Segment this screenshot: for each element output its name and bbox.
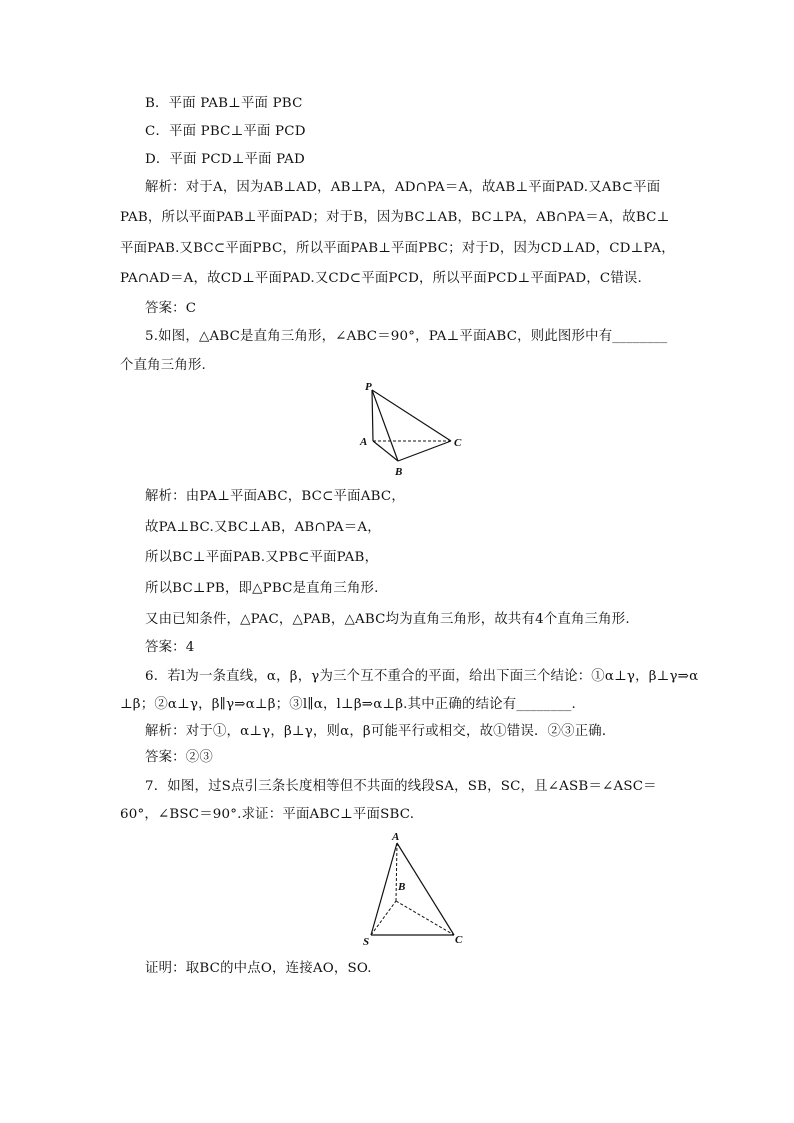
analysis-line-2: PAB，所以平面PAB⊥平面PAD；对于B，因为BC⊥AB，BC⊥PA，AB∩PA＝A，故BC⊥ [120, 210, 670, 225]
question-5-line-1: 5.如图，△ABC是直角三角形，∠ABC＝90°，PA⊥平面ABC，则此图形中有________ [145, 329, 668, 344]
label-c: C [454, 437, 462, 449]
label-s: S [363, 936, 370, 948]
question-6-line-1: 6．若l为一条直线，α，β，γ为三个互不重合的平面，给出下面三个结论：①α⊥γ，β⊥γ⇒α [145, 669, 699, 684]
proof-7: 证明：取BC的中点O，连接AO，SO. [145, 961, 372, 976]
analysis-line-3: 平面PAB.又BC⊂平面PBC，所以平面PAB⊥平面PBC；对于D，因为CD⊥AD，CD⊥PA， [120, 241, 675, 256]
analysis-5-line-3: 所以BC⊥平面PAB.又PB⊂平面PAB， [145, 550, 379, 565]
answer-4: 答案：C [145, 301, 197, 316]
label-p: P [365, 381, 372, 393]
question-6-line-2: ⊥β；②α⊥γ，β∥γ⇒α⊥β；③l∥α，l⊥β⇒α⊥β.其中正确的结论有________. [120, 697, 576, 712]
question-7-line-2: 60°，∠BSC＝90°.求证：平面ABC⊥平面SBC. [120, 807, 415, 822]
analysis-5-line-1: 解析：由PA⊥平面ABC，BC⊂平面ABC， [145, 489, 405, 504]
analysis-5-line-5: 又由已知条件，△PAC，△PAB，△ABC均为直角三角形，故共有4个直角三角形. [145, 612, 630, 627]
question-7-line-1: 7．如图，过S点引三条长度相等但不共面的线段SA，SB，SC，且∠ASB＝∠ASC＝ [145, 779, 657, 794]
option-d: D．平面 PCD⊥平面 PAD [145, 152, 305, 167]
label-a: A [392, 831, 400, 843]
analysis-5-line-4: 所以BC⊥PB，即△PBC是直角三角形. [145, 581, 379, 596]
analysis-line-4: PA∩AD＝A，故CD⊥平面PAD.又CD⊂平面PCD，所以平面PCD⊥平面PAD，C错误. [120, 271, 642, 286]
analysis-line-1: 解析：对于A，因为AB⊥AD，AB⊥PA，AD∩PA＝A，故AB⊥平面PAD.又AB⊂平面 [145, 180, 661, 195]
option-b: B．平面 PAB⊥平面 PBC [145, 96, 303, 111]
option-c: C．平面 PBC⊥平面 PCD [145, 124, 306, 139]
figure-pyramid-pabc [355, 378, 470, 480]
figure-tetrahedron-sabc [356, 829, 470, 949]
label-b: B [395, 466, 403, 478]
answer-5: 答案：4 [145, 640, 195, 655]
answer-6: 答案：②③ [145, 750, 213, 765]
label-c: C [455, 934, 463, 946]
label-b: B [398, 881, 406, 893]
analysis-5-line-2: 故PA⊥BC.又BC⊥AB，AB∩PA＝A， [145, 520, 381, 535]
label-a: A [360, 436, 368, 448]
analysis-6: 解析：对于①，α⊥γ，β⊥γ，则α，β可能平行或相交，故①错误．②③正确． [145, 724, 616, 739]
question-5-line-2: 个直角三角形. [120, 358, 206, 373]
